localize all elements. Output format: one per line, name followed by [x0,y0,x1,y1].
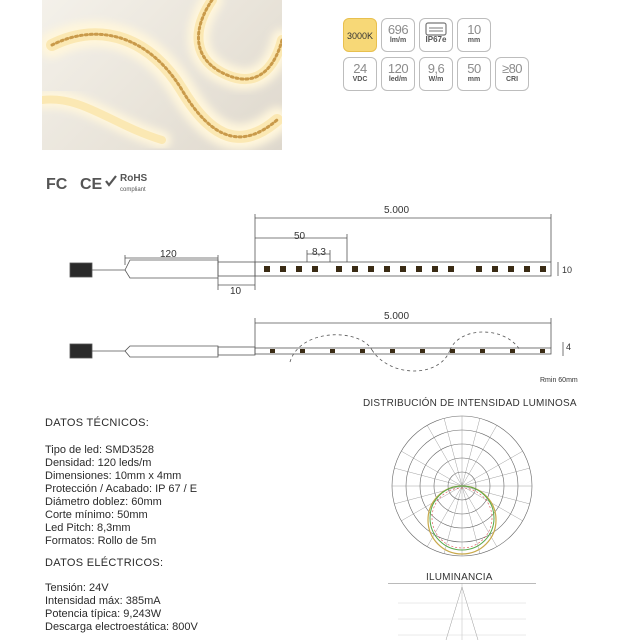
fcc-logo: FC [46,176,68,193]
leds-per-meter-badge [381,57,415,91]
illuminance-chart [388,583,536,640]
cable-label: 120 [160,249,177,260]
rohs-check-icon [104,174,118,188]
illuminance-chart-title: ILUMINANCIA [426,572,493,583]
luminous-flux-badge [381,18,415,52]
tech-heading: DATOS TÉCNICOS: [45,417,150,429]
strip-side-view [255,348,551,354]
ce-logo: CE [80,176,103,193]
connector-label: 10 [230,286,242,297]
cut-unit: mm [467,76,481,83]
tech-line: Diámetro doblez: 60mm [45,496,162,508]
power-unit: W/m [428,76,444,83]
electrical-line: Descarga electroestática: 800V [45,621,198,633]
connector-top [70,263,92,277]
tech-line: Corte mínimo: 50mm [45,509,148,521]
cri-value: ≥80 [501,61,523,76]
width-unit: mm [467,37,481,44]
leds-value: 120 [387,61,409,76]
cri-badge [495,57,529,91]
voltage-badge [343,57,377,91]
product-photo [42,0,282,150]
polar-intensity-chart [390,414,534,558]
cri-unit: CRI [505,76,519,83]
pitch-label: 8,3 [312,247,326,258]
rohs-logo: RoHS compliant [104,174,147,195]
tech-line: Dimensiones: 10mm x 4mm [45,470,182,482]
electrical-line: Tensión: 24V [45,582,109,594]
leds-unit: led/m [388,76,408,83]
tech-line: Formatos: Rollo de 5m [45,535,157,547]
led-strip-photo [42,0,282,150]
thickness-label: 4 [566,342,572,352]
voltage-value: 24 [353,61,367,76]
length-top-label: 5.000 [384,205,410,216]
tech-line: Densidad: 120 leds/m [45,457,152,469]
ip-rating-icon [425,22,447,36]
cct-value: 3000K [346,31,374,41]
electrical-heading: DATOS ELÉCTRICOS: [45,557,164,569]
connector-side [70,344,92,358]
flux-value: 696 [387,22,409,37]
voltage-unit: VDC [352,76,368,83]
polar-chart-title: DISTRIBUCIÓN DE INTENSIDAD LUMINOSA [363,398,577,409]
color-temperature-badge [343,18,377,52]
section-label: 50 [294,231,306,242]
tech-line: Tipo de led: SMD3528 [45,444,155,456]
technical-drawing [0,200,640,390]
electrical-line: Intensidad máx: 385mA [45,595,161,607]
cut-value: 50 [467,61,481,76]
protection-badge [419,18,453,52]
electrical-line: Potencia típica: 9,243W [45,608,162,620]
min-cut-badge [457,57,491,91]
tech-line: Protección / Acabado: IP 67 / E [45,483,198,495]
power-badge [419,57,453,91]
power-value: 9,6 [427,61,445,76]
width-value: 10 [467,22,481,37]
tech-line: Led Pitch: 8,3mm [45,522,131,534]
height-label: 10 [562,265,573,275]
bend-radius-label: Rmin 60mm [540,377,578,384]
flux-unit: lm/m [389,37,407,44]
length-side-label: 5.000 [384,311,410,322]
protection-value: IP67e [425,35,447,44]
width-badge [457,18,491,52]
